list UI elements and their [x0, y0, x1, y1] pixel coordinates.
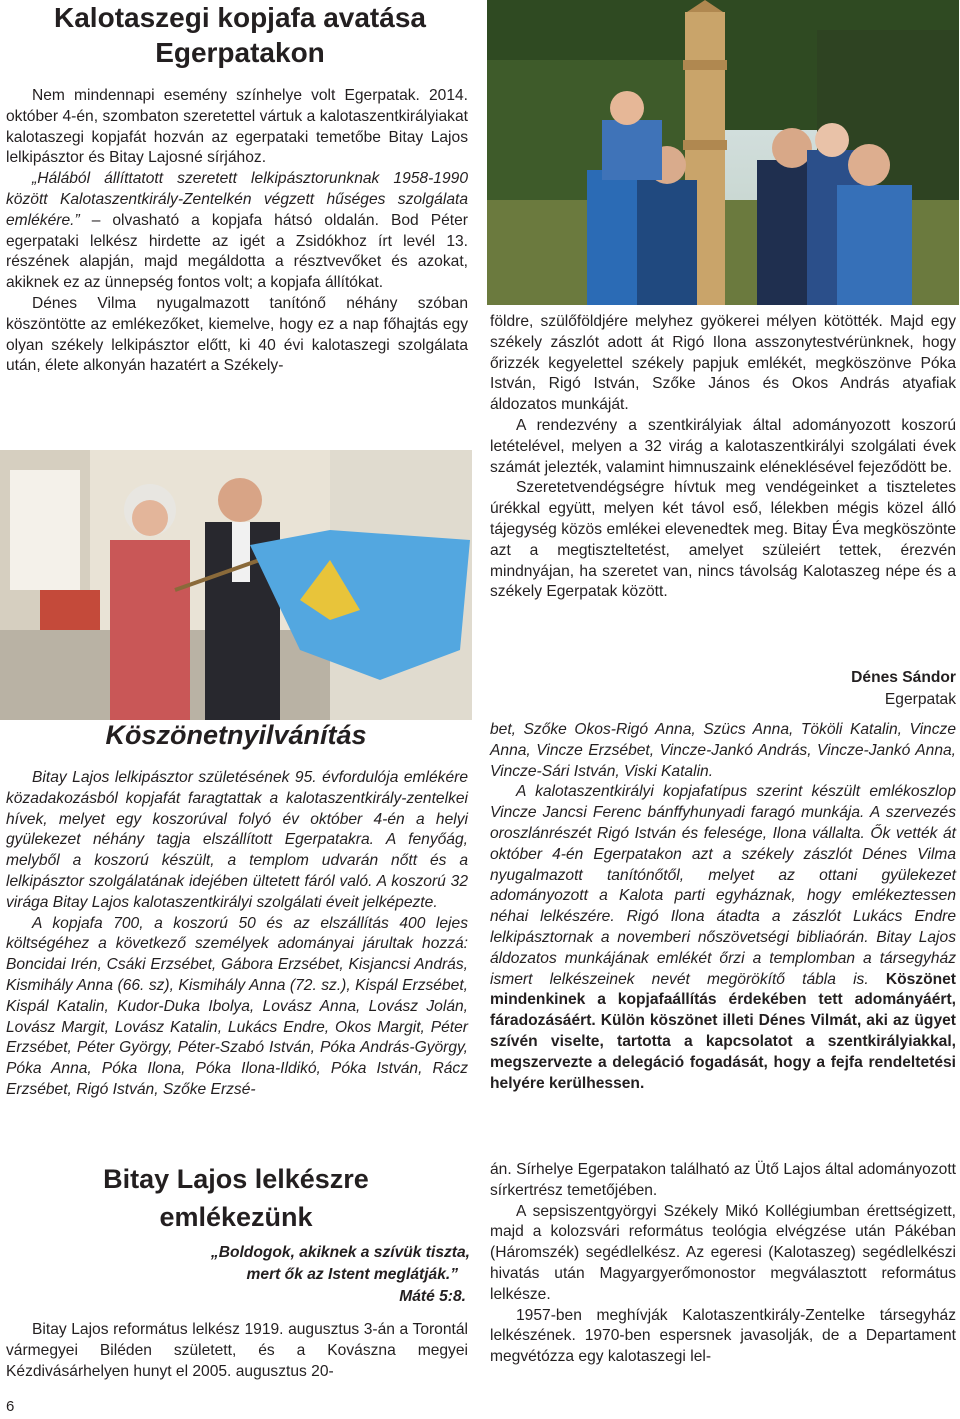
section-title-bitay: Bitay Lajos lelkészre emlékezünk	[103, 1164, 369, 1232]
motto-line-2: mert ők az Istent meglátják.”	[246, 1266, 458, 1283]
photo-flag-image	[0, 450, 472, 720]
paragraph: A kopjafa 700, a koszorú 50 és az elszállítás 400 lejes költségéhez a következő személyek adományai járultak hozzá: Boncidai Irén, Csáki Erzsébet, Gábora Erzsébet, Kisjancsi András, Kismihály Anna (66. sz), Kismihály Anna (72. sz.), Kispál Erzsébet, Kispál Katalin, Kudor-Duka Ibolya, Lovász Anna, Lovász Jolán, Lovász Margit, Lovász Katalin, Lukács Endre, Okos Margit, Péter Erzsébet, Péter György, Péter-Szabó István, Póka András-György, Póka Anna, Póka Ilona, Póka Ilona-Ildikó, Póka István, Rácz Erzsébet, Rigó István, Szőke Erzsé-	[6, 914, 468, 1098]
article-left-column	[6, 86, 468, 377]
article3-left-column	[6, 1320, 468, 1382]
paragraph: bet, Szőke Okos-Rigó Anna, Szücs Anna, Tököli Katalin, Vincze Anna, Vincze Erzsébet, Vincze-Jankó András, Vincze-Jankó Anna, Vincze-Sári István, Viski Katalin.	[490, 721, 956, 780]
paragraph: án. Sírhelye Egerpatakon található az Ütő Lajos által adományozott sírkertrész temetőjében.	[490, 1161, 956, 1199]
article-right-column	[490, 312, 956, 603]
quote: „Hálából állíttatott szeretett lelkipásztorunknak 1958-1990 között Kalotaszentkirály-Zentelkén végzett hűséges szolgálata emlékére.”	[6, 170, 468, 229]
paragraph: Szeretetvendégségre hívtuk meg vendégeinket a tiszteletes úrékkal együtt, melyen két távol eső, lélekben mégis közel álló tájegység közös emlékei elevenedtek meg. Bitay Éva megköszönte azt a megtiszteltetést, amelyet szüleiért tettek, érezvén mindnyájan, ha szeretet van, nincs távolság Kalotaszeg népe és a székely Egerpatak között.	[490, 479, 956, 601]
paragraph: A sepsiszentgyörgyi Székely Mikó Kollégiumban érettségizett, majd a kolozsvári református teológia elvégzése után Pákéban (Háromszék) segédlelkész. Az egeresi (Kalotaszeg) segédlelkészi hivatás után Magyargyerőmonostor megválasztott református lelkésze.	[490, 1202, 956, 1303]
motto-line-1: „Boldogok, akiknek a szívük tiszta,	[210, 1244, 470, 1261]
article2-right-column	[490, 720, 956, 1094]
photo-flag-handover	[0, 450, 472, 720]
motto-reference: Máté 5:8.	[399, 1288, 466, 1305]
page-number: 6	[6, 1398, 15, 1415]
photo-group-kopjafa	[487, 0, 959, 305]
paragraph-text: A kalotaszentkirályi kopjafatípus szerint készült emlékoszlop Vincze Jancsi Ferenc bánffyhunyadi faragó munkája. A szervezés oroszlánrészét Rigó István és felesége, Ilona vállalta. Ők vették át október 4-én Egerpatakon azt a székely zászlót Dénes Vilma nyugalmazott tanítónőtől, melyet az ottani gyülekezet adományozott a Kalota parti egyháznak, hogy emlékeztessen néhai lelkészére. Rigó Ilona átadta a zászlót Lukács Endre lelkipásztornak a novemberi nőszövetségi bibliaórán. Bitay Lajos áldozatos munkájának emlékét őrzi a templomban a társegyház ismert lelkészeinek nevét megörökítő tábla is.	[490, 783, 956, 988]
paragraph: Bitay Lajos lelkipásztor születésének 95. évfordulója emlékére közadakozásból kopjafát faragtattak a kalotaszentkirály-zentelkei hívek, melyet egy koszorúval folyó év október 4-én a helyi gyülekezet néhány tagja elszállított Egerpatakra. A fenyőág, melyből a koszorú készült, a templom udvarán nőtt és a lelkipásztor szolgálatának idejében ültetett fáról való. A koszorú 32 virága Bitay Lajos kalotaszentkirályi szolgálati éveit jelképezte.	[6, 769, 468, 911]
paragraph: Nem mindennapi esemény színhelye volt Egerpatak. 2014. október 4-én, szombaton szeretettel vártuk a kalotaszentkirályiakat kalotaszegi kopjafát hozván az egerpataki temetőbe Bitay Lajos lelkipásztor és Bitay Lajosné sírjához.	[6, 87, 468, 167]
author-place: Egerpatak	[884, 691, 956, 708]
article3-right-column	[490, 1160, 956, 1368]
article2-left-column	[6, 768, 468, 1101]
paragraph	[6, 169, 468, 294]
paragraph: 1957-ben meghívják Kalotaszentkirály-Zentelke társegyház lelkészének. 1970-ben espersnek javasolják, de a Departament megvétózza egy kalotaszegi lel-	[490, 1306, 956, 1366]
paragraph: földre, szülőföldjére melyhez gyökerei mélyen kötötték. Majd egy székely zászlót adott át Rigó Ilona asszonytestvérünknek, hogy őrizzék kegyelettel székely papjuk emlékét, megköszönve Póka István, Rigó István, Szőke János és Okos András atyafiak áldozatos munkáját.	[490, 313, 956, 414]
thanks-bold-text: Köszönet mindenkinek a kopjafaállítás érdekében tett adományáért, fáradozásáért. Külön köszönet illeti Dénes Vilmát, aki az ügyet szívén viselte, tartotta a kapcsolatot a szentkirályiakkal, megszervezte a delegáció fogadását, hogy a fejfa rendeltetési helyére kerülhessen.	[490, 970, 956, 1092]
paragraph-text: – olvasható a kopjafa hátsó oldalán. Bod Péter egerpataki lelkész hirdette az igét a Zsidókhoz írt levél 13. részének alapján, majd megáldotta a résztvevőket és azokat, akiknek ez az ünnepség fontos volt; a kopjafa állítókat.	[6, 211, 468, 292]
paragraph	[490, 782, 956, 1094]
paragraph: Dénes Vilma nyugalmazott tanítónő néhány szóban köszöntötte az emlékezőket, kiemelve, hogy ez a nap főhajtás egy olyan székely lelkipásztor előtt, ki 40 évi kalotaszegi szolgálata után, élete alkonyán hazatért a Székely-	[6, 294, 468, 375]
section-title-koszonet: Köszönetnyilvánítás	[105, 720, 367, 750]
paragraph: Bitay Lajos református lelkész 1919. augusztus 3-án a Torontál vármegyei Biléden született, és a Kovászna megyei Kézdivásárhelyen hunyt el 2005. augusztus 20-	[6, 1321, 468, 1380]
photo-group-image	[487, 0, 959, 305]
article-title: Kalotaszegi kopjafa avatása Egerpatakon	[54, 2, 426, 68]
paragraph: A rendezvény a szentkirályiak által adományozott koszorú letételével, melyen a 32 virág a kalotaszentkirályi szolgálati évek számát jelezték, valamint himnuszaink eléneklésével fejeződött be.	[490, 416, 956, 476]
author-name: Dénes Sándor	[851, 669, 956, 686]
